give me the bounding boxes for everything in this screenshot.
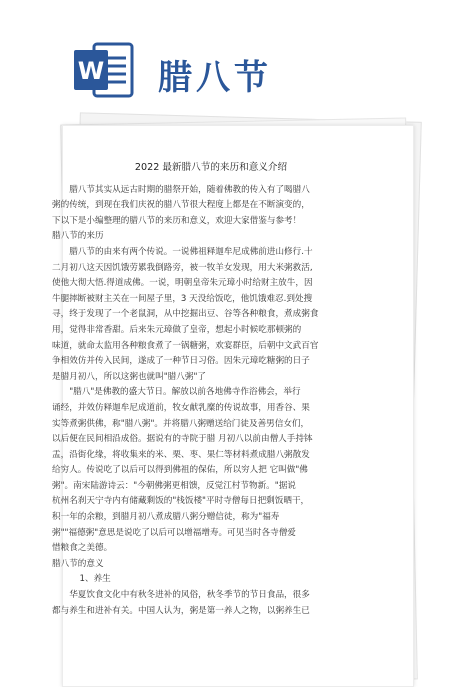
banner-title: 腊八节 — [158, 58, 272, 98]
word-icon-letter: W — [77, 57, 105, 85]
word-document-icon — [72, 38, 136, 102]
text-line: 使他大彻大悟.得道成佛。一说，明朝皇帝朱元璋小时给财主放牛，因 — [52, 278, 313, 289]
text-line: 味道，就命太监用各种粮食煮了一锅糖粥，欢宴群臣，后朝中文武百官 — [52, 340, 319, 351]
text-line: 粥的传统，到现在我们庆祝的腊八节很大程度上都是在不断演变的， — [52, 200, 310, 211]
text-line: 腊八节的由来有两个传说。一说佛祖释迦牟尼成佛前进山修行.十 — [69, 246, 313, 257]
text-line: 粥"。南宋陆游诗云："今朝佛粥更相馈，反觉江村节物新。"据说 — [52, 480, 296, 491]
text-line: 以后便在民间相沿成俗。据说有的寺院于腊 月初八以前由僧人手持钵 — [52, 434, 313, 445]
text-line: 惜粮食之美德。 — [52, 543, 113, 554]
text-line: 都与养生和进补有关。中国人认为，粥是第一养人之物，以粥养生已 — [52, 605, 310, 616]
text-line: "腊八"是佛教的盛大节日。解放以前各地佛寺作浴佛会，举行 — [69, 387, 301, 398]
banner — [0, 0, 474, 118]
section-heading: 腊八节的来历 — [52, 231, 104, 242]
text-line: 寻，终于发现了一个老鼠洞，从中挖掘出豆、谷等各种粮食，煮成粥食 — [52, 309, 319, 320]
text-line: 腊八节其实从远古时期的腊祭开始，随着佛教的传入有了喝腊八 — [69, 184, 310, 195]
text-line: 实等煮粥供佛，称"腊八粥"。并将腊八粥赠送给门徒及善男信女们， — [52, 418, 310, 429]
text-line: 盂，沿街化缘，将收集来的米、栗、枣、果仁等材料煮成腊八粥散发 — [52, 449, 310, 460]
text-line: 积一年的余粮，到腊月初八煮成腊八粥分赠信徒，称为"福寿 — [52, 512, 280, 523]
text-line: 华夏饮食文化中有秋冬进补的风俗，秋冬季节的节日食品，很多 — [69, 590, 310, 601]
text-line: 二月初八这天因饥饿劳累我倒路旁，被一牧羊女发现，用大米粥救活, — [52, 262, 313, 273]
text-line: 给穷人。传说吃了以后可以得到佛祖的保佑，所以穷人把 它叫做"佛 — [52, 465, 308, 476]
text-line: 粥""福德粥"意思是说吃了以后可以增福增寿。可见当时各寺僧爱 — [52, 527, 296, 538]
text-line: 诵经，并效仿释迦牟尼成道前，牧女献乳糜的传说故事，用香谷、果 — [52, 402, 310, 413]
document-body — [52, 160, 370, 619]
text-line: 牛腿摔断被财主关在一间屋子里，3 天没给饭吃，他饥饿难忍.到处搜 — [52, 293, 313, 304]
subsection-heading: 1、养生 — [79, 574, 111, 585]
text-line: 用，觉得非常香甜。后来朱元璋做了皇帝，想起小时候吃那顿粥的 — [52, 324, 302, 335]
text-line: 下以下是小编整理的腊八节的来历和意义，欢迎大家借鉴与参考！ — [52, 215, 302, 226]
text-line: 争相效仿并传入民间，遂成了一种节日习俗。因朱元璋吃糖粥的日子 — [52, 356, 310, 367]
text-line: 是腊月初八，所以这粥也就叫"腊八粥"了 — [52, 371, 207, 382]
text-line: 杭州名刹天宁寺内有储藏剩饭的"栈饭楼"平时寺僧每日把剩饭晒干， — [52, 496, 310, 507]
document-title: 2022 最新腊八节的来历和意义介绍 — [134, 162, 288, 173]
section-heading: 腊八节的意义 — [52, 558, 104, 569]
